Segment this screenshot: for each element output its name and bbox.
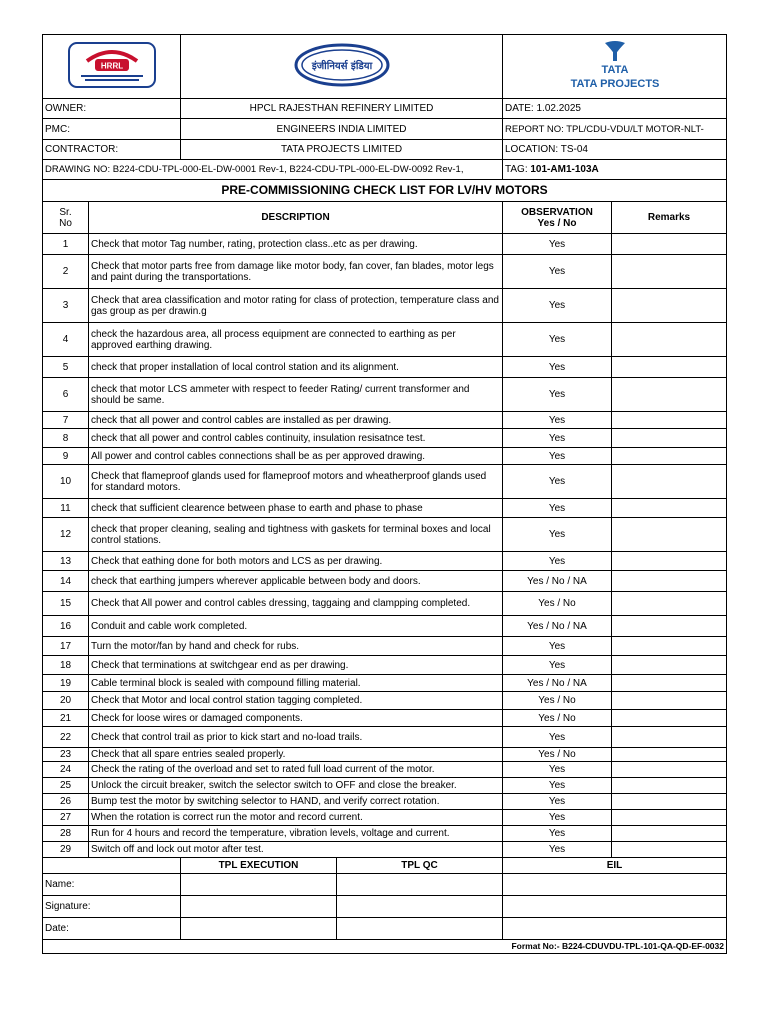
checklist-row (43, 637, 727, 656)
row-remarks[interactable] (612, 675, 727, 692)
row-number: 21 (43, 710, 89, 727)
row-remarks[interactable] (612, 378, 727, 412)
row-observation[interactable]: Yes (503, 637, 612, 656)
location-label: LOCATION: (505, 144, 559, 155)
checklist-row (43, 794, 727, 810)
row-description: Cable terminal block is sealed with compound filling material. (89, 675, 503, 692)
row-description: Check that control trail as prior to kick start and no-load trails. (89, 727, 503, 748)
row-description: Turn the motor/fan by hand and check for rubs. (89, 637, 503, 656)
row-observation[interactable]: Yes / No (503, 692, 612, 710)
checklist-row (43, 616, 727, 637)
row-description: Bump test the motor by switching selector to HAND, and verify correct rotation. (89, 794, 503, 810)
signoff-header-row (43, 858, 727, 874)
row-remarks[interactable] (612, 656, 727, 675)
date-signoff-label: Date: (43, 918, 181, 940)
row-observation[interactable]: Yes (503, 357, 612, 378)
row-description: Check that eathing done for both motors and LCS as per drawing. (89, 552, 503, 571)
signature-row (43, 896, 727, 918)
checklist-row (43, 448, 727, 465)
tag-cell (503, 160, 727, 180)
row-number: 18 (43, 656, 89, 675)
row-number: 2 (43, 255, 89, 289)
row-observation[interactable]: Yes / No / NA (503, 571, 612, 592)
checklist-row (43, 656, 727, 675)
checklist-row (43, 727, 727, 748)
drawing-row (43, 160, 727, 180)
owner-row (43, 99, 727, 119)
signature-tpl-qc-field[interactable] (337, 896, 503, 918)
row-number: 6 (43, 378, 89, 412)
row-number: 24 (43, 762, 89, 778)
row-number: 3 (43, 289, 89, 323)
drawing-value: B224-CDU-TPL-000-EL-DW-0001 Rev-1, B224-CDU-TPL-000-EL-DW-0092 Rev-1, (112, 164, 464, 175)
row-remarks[interactable] (612, 518, 727, 552)
tag-label: TAG: (505, 164, 528, 175)
row-remarks[interactable] (612, 762, 727, 778)
row-remarks[interactable] (612, 842, 727, 858)
row-observation[interactable]: Yes (503, 234, 612, 255)
tata-logo-cell (503, 35, 727, 99)
hrrl-logo (67, 41, 157, 89)
location-value: TS-04 (560, 144, 588, 155)
row-observation[interactable]: Yes (503, 794, 612, 810)
checklist-row (43, 465, 727, 499)
row-observation[interactable]: Yes (503, 518, 612, 552)
row-description: Check for loose wires or damaged components. (89, 710, 503, 727)
row-remarks[interactable] (612, 637, 727, 656)
drawing-cell (43, 160, 503, 180)
row-remarks[interactable] (612, 710, 727, 727)
row-description: Run for 4 hours and record the temperature, vibration levels, voltage and current. (89, 826, 503, 842)
row-observation[interactable]: Yes / No (503, 592, 612, 616)
eil-header: EIL (503, 858, 727, 874)
row-observation[interactable]: Yes (503, 727, 612, 748)
row-number: 17 (43, 637, 89, 656)
row-remarks[interactable] (612, 412, 727, 429)
row-remarks[interactable] (612, 552, 727, 571)
row-number: 4 (43, 323, 89, 357)
checklist-row (43, 357, 727, 378)
name-tpl-execution-field[interactable] (181, 874, 337, 896)
row-observation[interactable]: Yes / No (503, 710, 612, 727)
row-description: check that all power and control cables continuity, insulation resisatnce test. (89, 429, 503, 448)
checklist-sheet (42, 34, 726, 954)
row-remarks[interactable] (612, 794, 727, 810)
row-remarks[interactable] (612, 778, 727, 794)
row-description: Switch off and lock out motor after test. (89, 842, 503, 858)
hrrl-logo-text: HRRL (100, 61, 123, 71)
checklist-row (43, 234, 727, 255)
row-description: check that motor LCS ammeter with respect to feeder Rating/ current transformer and should be same. (89, 378, 503, 412)
date-label: DATE: (505, 103, 534, 114)
row-remarks[interactable] (612, 499, 727, 518)
row-observation[interactable]: Yes (503, 842, 612, 858)
checklist-row (43, 412, 727, 429)
row-observation[interactable]: Yes / No / NA (503, 616, 612, 637)
row-description: check that sufficient clearence between phase to earth and phase to phase (89, 499, 503, 518)
row-number: 25 (43, 778, 89, 794)
row-observation[interactable]: Yes (503, 656, 612, 675)
tpl-qc-header: TPL QC (337, 858, 503, 874)
owner-value: HPCL RAJESTHAN REFINERY LIMITED (181, 99, 503, 119)
row-observation[interactable]: Yes (503, 778, 612, 794)
row-description: check the hazardous area, all process equipment are connected to earthing as per approved earthing drawing. (89, 323, 503, 357)
location-cell (503, 140, 727, 160)
row-remarks[interactable] (612, 255, 727, 289)
row-remarks[interactable] (612, 357, 727, 378)
date-cell (503, 99, 727, 119)
row-number: 5 (43, 357, 89, 378)
row-description: Unlock the circuit breaker, switch the selector switch to OFF and close the breaker. (89, 778, 503, 794)
row-number: 13 (43, 552, 89, 571)
row-description: check that earthing jumpers wherever applicable between body and doors. (89, 571, 503, 592)
row-description: Check that motor parts free from damage like motor body, fan cover, fan blades, motor legs and paint during the transportations. (89, 255, 503, 289)
description-header: DESCRIPTION (89, 202, 503, 234)
srno-header: Sr. No (43, 202, 89, 234)
tag-value: 101-AM1-103A (530, 164, 599, 175)
row-number: 8 (43, 429, 89, 448)
tata-projects-logo (545, 39, 685, 91)
row-observation[interactable]: Yes (503, 289, 612, 323)
row-number: 12 (43, 518, 89, 552)
row-remarks[interactable] (612, 429, 727, 448)
eil-logo-text: इंजीनियर्स इंडिया (311, 61, 372, 72)
signature-eil-field[interactable] (503, 896, 727, 918)
checklist-row (43, 675, 727, 692)
report-label: REPORT NO: (505, 123, 564, 135)
pmc-value: ENGINEERS INDIA LIMITED (181, 119, 503, 140)
name-tpl-qc-field[interactable] (337, 874, 503, 896)
row-observation[interactable]: Yes (503, 429, 612, 448)
column-header-row (43, 202, 727, 234)
row-remarks[interactable] (612, 826, 727, 842)
row-description: Check that all spare entries sealed properly. (89, 748, 503, 762)
checklist-row (43, 826, 727, 842)
row-number: 22 (43, 727, 89, 748)
contractor-label: CONTRACTOR: (43, 140, 181, 160)
row-remarks[interactable] (612, 234, 727, 255)
row-number: 11 (43, 499, 89, 518)
signature-label: Signature: (43, 896, 181, 918)
checklist-row (43, 378, 727, 412)
contractor-row (43, 140, 727, 160)
tata-logo-text: TATA (601, 64, 628, 76)
pmc-row (43, 119, 727, 140)
row-remarks[interactable] (612, 289, 727, 323)
signoff-blank (43, 858, 181, 874)
row-remarks[interactable] (612, 692, 727, 710)
row-remarks[interactable] (612, 727, 727, 748)
row-observation[interactable]: Yes (503, 810, 612, 826)
checklist-title: PRE-COMMISSIONING CHECK LIST FOR LV/HV MOTORS (43, 180, 727, 202)
row-number: 27 (43, 810, 89, 826)
row-observation[interactable]: Yes (503, 499, 612, 518)
row-number: 7 (43, 412, 89, 429)
row-description: Check the rating of the overload and set to rated full load current of the motor. (89, 762, 503, 778)
row-description: Check that flameproof glands used for flameproof motors and wheatherproof glands used for standard motors. (89, 465, 503, 499)
checklist-row (43, 592, 727, 616)
row-observation[interactable]: Yes (503, 762, 612, 778)
title-row (43, 180, 727, 202)
drawing-label: DRAWING NO: (45, 164, 111, 175)
checklist-rows (43, 234, 727, 858)
row-description: Check that terminations at switchgear end as per drawing. (89, 656, 503, 675)
date-value: 1.02.2025 (536, 103, 581, 114)
row-description: check that proper installation of local control station and its alignment. (89, 357, 503, 378)
eil-logo (292, 41, 392, 89)
row-observation[interactable]: Yes / No / NA (503, 675, 612, 692)
checklist-table (42, 34, 727, 954)
row-number: 28 (43, 826, 89, 842)
report-value: TPL/CDU-VDU/LT MOTOR-NLT- (566, 123, 704, 135)
row-number: 26 (43, 794, 89, 810)
checklist-row (43, 778, 727, 794)
checklist-row (43, 842, 727, 858)
row-observation[interactable]: Yes (503, 323, 612, 357)
observation-header: OBSERVATION Yes / No (503, 202, 612, 234)
hrrl-logo-cell (43, 35, 181, 99)
row-remarks[interactable] (612, 448, 727, 465)
checklist-row (43, 323, 727, 357)
eil-logo-cell (181, 35, 503, 99)
signature-tpl-execution-field[interactable] (181, 896, 337, 918)
row-number: 1 (43, 234, 89, 255)
row-remarks[interactable] (612, 323, 727, 357)
checklist-row (43, 810, 727, 826)
row-description: Check that motor Tag number, rating, protection class..etc as per drawing. (89, 234, 503, 255)
date-tpl-execution-field[interactable] (181, 918, 337, 940)
row-number: 15 (43, 592, 89, 616)
name-row (43, 874, 727, 896)
date-eil-field[interactable] (503, 918, 727, 940)
row-observation[interactable]: Yes (503, 465, 612, 499)
checklist-row (43, 692, 727, 710)
format-number: Format No:- B224-CDUVDU-TPL-101-QA-QD-EF-0032 (43, 940, 727, 954)
row-description: Conduit and cable work completed. (89, 616, 503, 637)
date-tpl-qc-field[interactable] (337, 918, 503, 940)
row-description: Check that area classification and motor rating for class of protection, temperature class and gas group as per drawin.g (89, 289, 503, 323)
row-number: 29 (43, 842, 89, 858)
row-number: 23 (43, 748, 89, 762)
pmc-label: PMC: (43, 119, 181, 140)
row-observation[interactable]: Yes / No (503, 748, 612, 762)
format-row (43, 940, 727, 954)
checklist-row (43, 429, 727, 448)
row-description: check that all power and control cables are installed as per drawing. (89, 412, 503, 429)
row-number: 16 (43, 616, 89, 637)
contractor-value: TATA PROJECTS LIMITED (181, 140, 503, 160)
row-number: 10 (43, 465, 89, 499)
row-description: When the rotation is correct run the motor and record current. (89, 810, 503, 826)
row-remarks[interactable] (612, 748, 727, 762)
row-number: 20 (43, 692, 89, 710)
row-observation[interactable]: Yes (503, 448, 612, 465)
row-observation[interactable]: Yes (503, 552, 612, 571)
remarks-header: Remarks (612, 202, 727, 234)
row-observation[interactable]: Yes (503, 412, 612, 429)
row-description: All power and control cables connections shall be as per approved drawing. (89, 448, 503, 465)
logo-row (43, 35, 727, 99)
row-remarks[interactable] (612, 810, 727, 826)
checklist-row (43, 748, 727, 762)
row-observation[interactable]: Yes (503, 255, 612, 289)
name-label: Name: (43, 874, 181, 896)
row-description: Check that All power and control cables dressing, taggaing and clampping completed. (89, 592, 503, 616)
date-signoff-row (43, 918, 727, 940)
row-number: 9 (43, 448, 89, 465)
row-number: 19 (43, 675, 89, 692)
owner-label: OWNER: (43, 99, 181, 119)
row-remarks[interactable] (612, 616, 727, 637)
row-description: check that proper cleaning, sealing and tightness with gaskets for terminal boxes and local control stations. (89, 518, 503, 552)
checklist-row (43, 518, 727, 552)
row-observation[interactable]: Yes (503, 378, 612, 412)
row-remarks[interactable] (612, 592, 727, 616)
checklist-row (43, 762, 727, 778)
checklist-row (43, 710, 727, 727)
checklist-row (43, 571, 727, 592)
report-cell (503, 119, 727, 140)
name-eil-field[interactable] (503, 874, 727, 896)
row-remarks[interactable] (612, 571, 727, 592)
checklist-row (43, 289, 727, 323)
row-description: Check that Motor and local control station tagging completed. (89, 692, 503, 710)
tpl-execution-header: TPL EXECUTION (181, 858, 337, 874)
checklist-row (43, 499, 727, 518)
checklist-row (43, 255, 727, 289)
row-observation[interactable]: Yes (503, 826, 612, 842)
tata-projects-logo-text: TATA PROJECTS (570, 78, 659, 90)
row-remarks[interactable] (612, 465, 727, 499)
checklist-row (43, 552, 727, 571)
row-number: 14 (43, 571, 89, 592)
